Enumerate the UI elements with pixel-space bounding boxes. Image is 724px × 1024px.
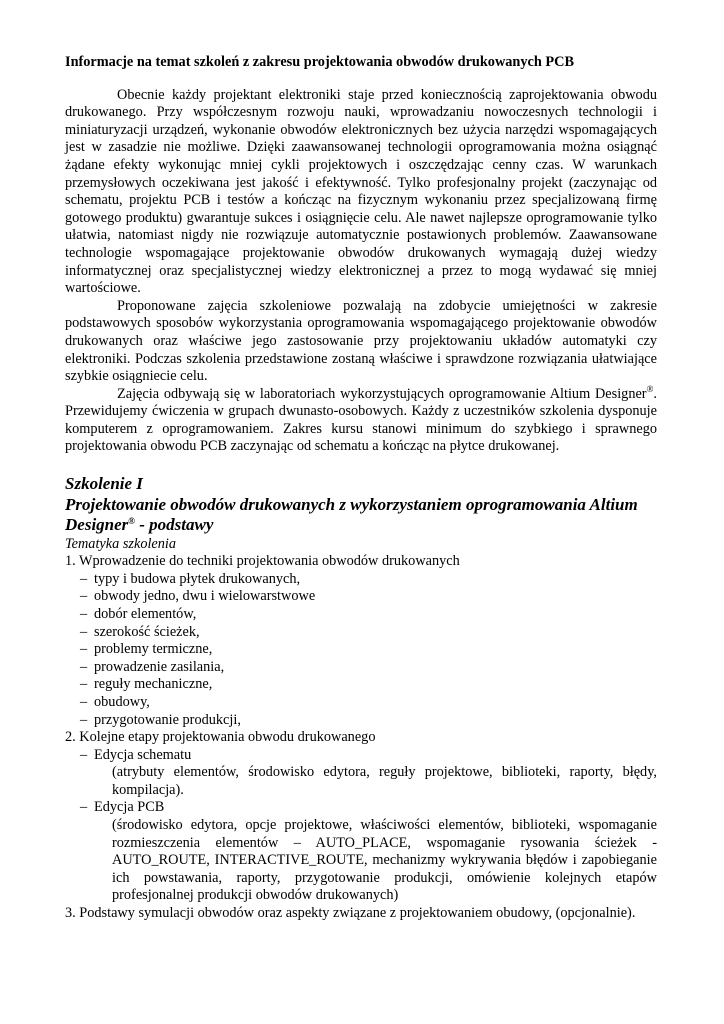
dash-mark: – — [80, 799, 88, 816]
section-heading — [65, 495, 657, 536]
dash-mark: – — [80, 676, 88, 693]
list-item-text: prowadzenie zasilania, — [94, 658, 225, 675]
list-item — [80, 571, 657, 589]
list-item — [80, 588, 657, 606]
section-subtitle: Tematyka szkolenia — [65, 535, 177, 552]
intro-paragraph-2: Proponowane zajęcia szkoleniowe pozwalają na zdobycie umiejętności w zakresie podstawowych sposobów wykorzystania oprogramowania wspomagającego projektowanie obwodów drukowanych oraz właściwe jego zastosowanie przy projektowaniu układów automatyki czy elektroniki. Podczas szkolenia przedstawione zostaną właściwe i sprawdzone rozwiązania ułatwiające szybkie osiągniecie celu. — [65, 297, 657, 385]
section-registered-mark: ® — [128, 516, 136, 527]
section-heading-text-b: - podstawy — [135, 515, 214, 535]
list-item — [80, 694, 657, 712]
section-label: Szkolenie I — [65, 474, 143, 494]
para3-text-a: Zajęcia odbywają się w laboratoriach wykorzystujących oprogramowanie Altium Designer — [117, 385, 647, 402]
topic-1 — [65, 553, 657, 729]
dash-mark: – — [80, 658, 88, 675]
dash-mark: – — [80, 641, 88, 658]
topic-2 — [65, 729, 657, 905]
dash-mark: – — [80, 693, 88, 710]
list-item — [80, 676, 657, 694]
document-page — [65, 54, 657, 923]
topic-2-items — [65, 747, 657, 905]
list-item-text: obwody jedno, dwu i wielowarstwowe — [94, 588, 316, 605]
list-item-text: przygotowanie produkcji, — [94, 711, 241, 728]
topic-1-label: 1. Wprowadzenie do techniki projektowania obwodów drukowanych — [65, 553, 460, 570]
topic-3-label: 3. Podstawy symulacji obwodów oraz aspekty związane z projektowaniem obudowy, (opcjonalnie). — [65, 905, 636, 922]
list-item-text: obudowy, — [94, 693, 150, 710]
schematic-edit-description: (atrybuty elementów, środowisko edytora, reguły projektowe, biblioteki, raporty, błędy, kompilacja). — [112, 764, 657, 798]
schematic-edit-title: Edycja schematu — [94, 746, 192, 763]
list-item — [80, 747, 657, 800]
para3-text-b: . Przewidujemy ćwiczenia w grupach dwunasto-osobowych. Każdy z uczestników szkolenia dysponuje komputerem z oprogramowaniem. Zakres kursu stanowi minimum do szybkiego i sprawnego projektowania obwodu PCB zaczynając od schematu a kończąc na płytce drukowanej. — [65, 385, 657, 455]
list-item — [80, 799, 657, 905]
list-item-text: typy i budowa płytek drukowanych, — [94, 570, 301, 587]
dash-mark: – — [80, 711, 88, 728]
intro-paragraph-1: Obecnie każdy projektant elektroniki staje przed koniecznością zaprojektowania obwodu drukowanego. Przy współczesnym rozwoju nauki, wprowadzaniu nowoczesnych technologii i miniaturyzacji urządzeń, wykonanie obwodów elektronicznych bez użycia narzędzi wspomagających jest w zasadzie nie możliwe. Dzięki zaawansowanej technologii oprogramowania można osiągnąć żądane efekty wykonując mniej cykli projektowych i oszczędzając cenny czas. W warunkach przemysłowych oczekiwana jest jakość i efektywność. Tylko profesjonalny projekt (zaczynając od schematu, projektu PCB i testów a kończąc na fizycznym wykonaniu przez specjalizowaną firmę gotowego produktu) gwarantuje sukces i osiągnięcie celu. Ale nawet najlepsze oprogramowanie tylko ułatwia, natomiast nigdy nie rozwiązuje automatycznie postawionych problemów. Zaawansowane technologie wspomagające projektowanie obwodów drukowanych wymagają dużej wiedzy informatycznej oraz specjalistycznej wiedzy elektronicznej a przez to mogą wydawać się mniej wartościowe. — [65, 86, 657, 297]
pcb-edit-title: Edycja PCB — [94, 799, 165, 816]
list-item-text: problemy termiczne, — [94, 641, 213, 658]
document-title: Informacje na temat szkoleń z zakresu projektowania obwodów drukowanych PCB — [65, 54, 574, 70]
topic-3 — [65, 905, 657, 923]
list-item-text: dobór elementów, — [94, 605, 197, 622]
topic-2-label: 2. Kolejne etapy projektowania obwodu drukowanego — [65, 729, 376, 746]
dash-mark: – — [80, 588, 88, 605]
intro-paragraph-3 — [65, 383, 657, 456]
list-item — [80, 641, 657, 659]
list-item — [80, 659, 657, 677]
dash-mark: – — [80, 570, 88, 587]
dash-mark: – — [80, 623, 88, 640]
pcb-edit-description: (środowisko edytora, opcje projektowe, właściwości elementów, biblioteki, wspomaganie rozmieszczenia elementów – AUTO_PLACE, wspomaganie rysowania ścieżek - AUTO_ROUTE, INTERACTIVE_ROUTE, mechanizmy wykrywania błędów i zapobieganie ich powstawania, raporty, przygotowanie produkcji, omówienie kolejnych etapów profesjonalnej produkcji obwodów drukowanych) — [112, 817, 657, 904]
dash-mark: – — [80, 605, 88, 622]
registered-mark: ® — [646, 383, 654, 394]
list-item-text: szerokość ścieżek, — [94, 623, 200, 640]
list-item-text: reguły mechaniczne, — [94, 676, 213, 693]
topics-list — [65, 553, 657, 922]
list-item — [80, 624, 657, 642]
list-item — [80, 606, 657, 624]
topic-1-items — [65, 571, 657, 729]
section-heading-text-a: Projektowanie obwodów drukowanych z wykorzystaniem oprogramowania Altium Designer — [65, 494, 638, 535]
list-item — [80, 712, 657, 730]
dash-mark: – — [80, 746, 88, 763]
